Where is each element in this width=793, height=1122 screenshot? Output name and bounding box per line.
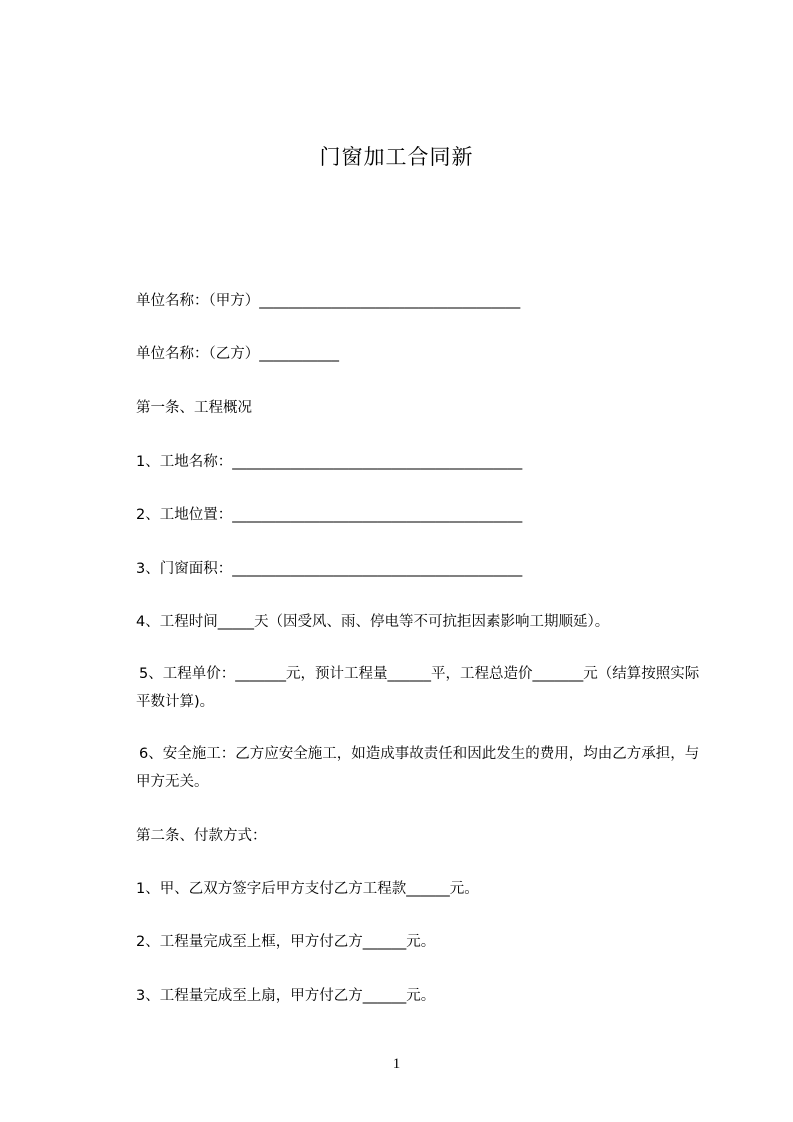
unit-price-paragraph [136, 660, 712, 716]
project-duration-line: 4、工程时间_____天（因受风、雨、停电等不可抗拒因素影响工期顺延）。 [136, 614, 610, 630]
payment-1-line: 1、甲、乙双方签字后甲方支付乙方工程款______元。 [136, 881, 479, 897]
safety-paragraph [136, 740, 712, 796]
page-number: 1 [392, 1056, 401, 1072]
article-2-heading: 第二条、付款方式： [136, 828, 267, 844]
payment-2-line: 2、工程量完成至上框，甲方付乙方______元。 [136, 934, 436, 950]
unit-price-text: 5、工程单价：_______元，预计工程量______平，工程总造价_______元（结算按照实际平数计算)。 [136, 666, 700, 710]
payment-3-line: 3、工程量完成至上扇，甲方付乙方______元。 [136, 988, 436, 1004]
window-area-line: 3、门窗面积：________________________________________ [136, 561, 523, 577]
party-b-line: 单位名称：（乙方）___________ [136, 346, 339, 362]
document-title: 门窗加工合同新 [319, 145, 474, 169]
site-location-line: 2、工地位置：________________________________________ [136, 507, 523, 523]
article-1-heading: 第一条、工程概况 [136, 400, 252, 416]
site-name-line: 1、工地名称：________________________________________ [136, 454, 523, 470]
party-a-line: 单位名称：（甲方）____________________________________ [136, 293, 521, 309]
safety-text: 6、安全施工：乙方应安全施工，如造成事故责任和因此发生的费用，均由乙方承担，与甲方无关。 [136, 746, 700, 790]
